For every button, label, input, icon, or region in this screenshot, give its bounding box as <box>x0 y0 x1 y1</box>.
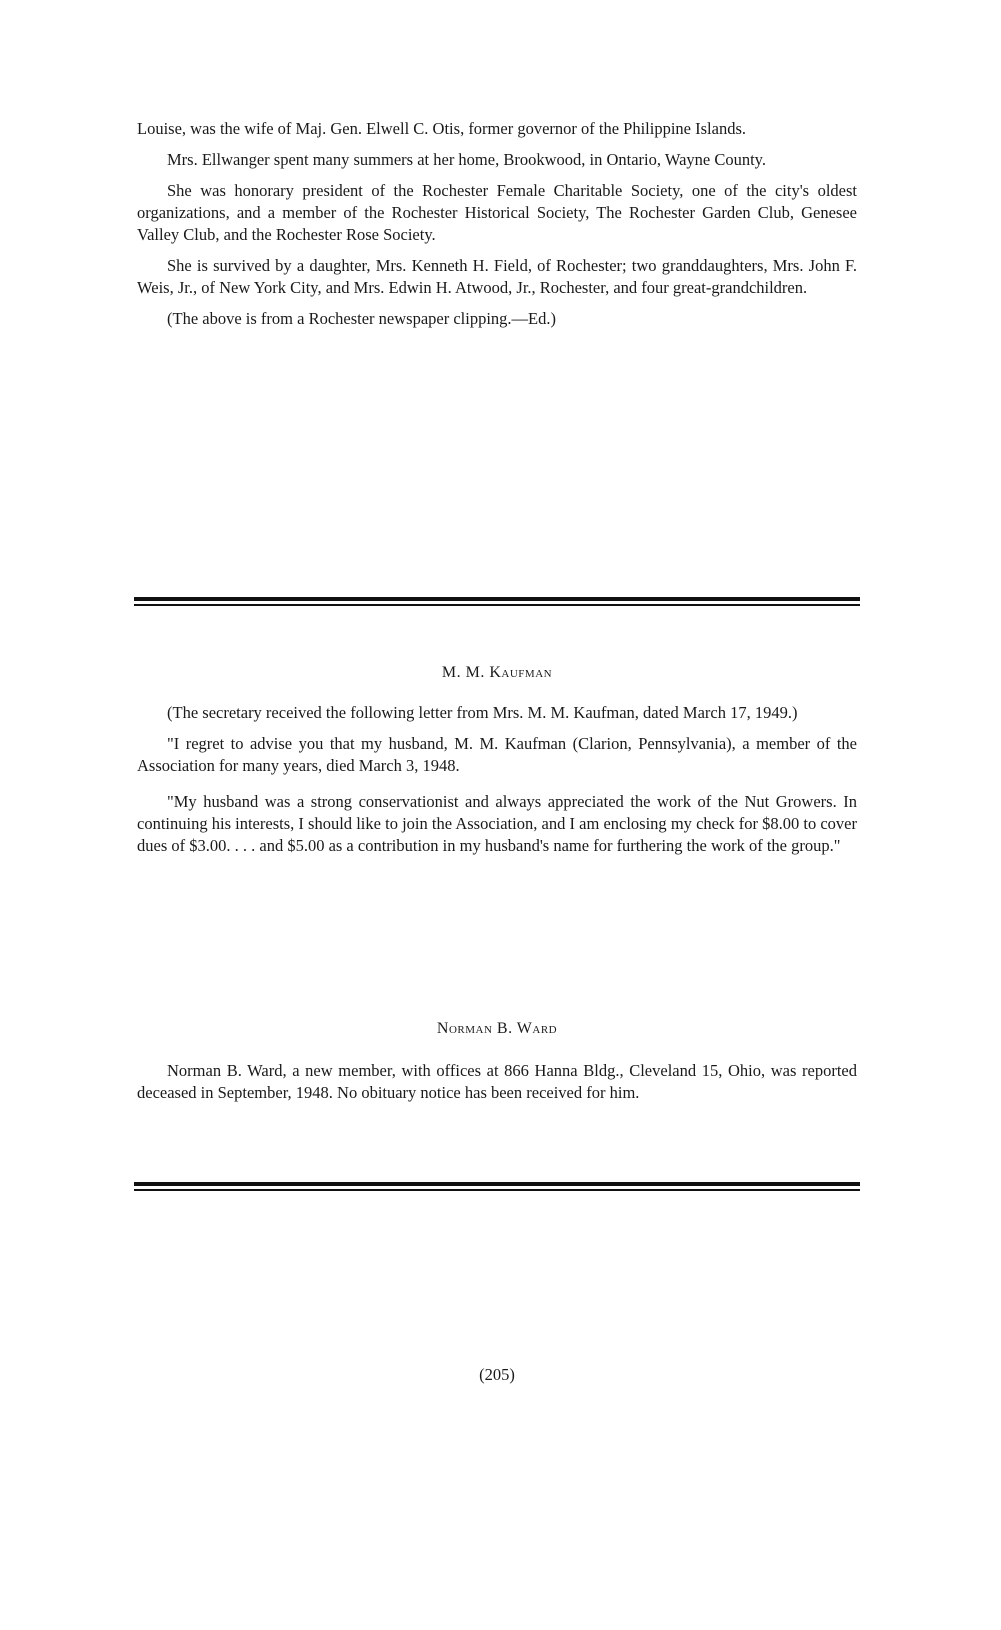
otis-obituary-section <box>137 118 857 330</box>
ward-paragraph-1: Norman B. Ward, a new member, with offices at 866 Hanna Bldg., Cleveland 15, Ohio, was reported deceased in September, 1948. No obituary notice has been received for him. <box>137 1061 857 1102</box>
kaufman-paragraph-3: "My husband was a strong conservationist and always appreciated the work of the Nut Growers. In continuing his interests, I should like to join the Association, and I am enclosing my check for $8.00 to cover dues of $3.00. . . . and $5.00 as a contribution in my husband's name for furthering the work of the group." <box>137 792 857 855</box>
otis-paragraph-3: She was honorary president of the Rochester Female Charitable Society, one of the city's oldest organizations, and a member of the Rochester Historical Society, The Rochester Garden Club, Genesee Valley Club, and the Rochester Rose Society. <box>137 181 857 244</box>
otis-paragraph-1: Louise, was the wife of Maj. Gen. Elwell C. Otis, former governor of the Philippine Islands. <box>137 119 747 138</box>
otis-paragraph-2: Mrs. Ellwanger spent many summers at her home, Brookwood, in Ontario, Wayne County. <box>167 150 766 169</box>
section-divider-1 <box>134 597 860 606</box>
kaufman-heading: M. M. Kaufman <box>441 664 553 681</box>
kaufman-paragraph-1: (The secretary received the following letter from Mrs. M. M. Kaufman, dated March 17, 1949.) <box>167 703 798 722</box>
ward-heading: Norman B. Ward <box>436 1020 558 1037</box>
editor-note: (The above is from a Rochester newspaper clipping.—Ed.) <box>167 309 556 328</box>
otis-paragraph-4: She is survived by a daughter, Mrs. Kenneth H. Field, of Rochester; two granddaughters, Mrs. John F. Weis, Jr., of New York City, and Mrs. Edwin H. Atwood, Jr., Rochester, and four great-grandchildren. <box>137 256 857 297</box>
kaufman-paragraph-2: "I regret to advise you that my husband, M. M. Kaufman (Clarion, Pennsylvania), a member of the Association for many years, died March 3, 1948. <box>137 734 857 775</box>
ward-section <box>137 1060 857 1104</box>
kaufman-section <box>137 702 857 857</box>
page-number: (205) <box>479 1365 515 1384</box>
section-divider-2 <box>134 1182 860 1191</box>
